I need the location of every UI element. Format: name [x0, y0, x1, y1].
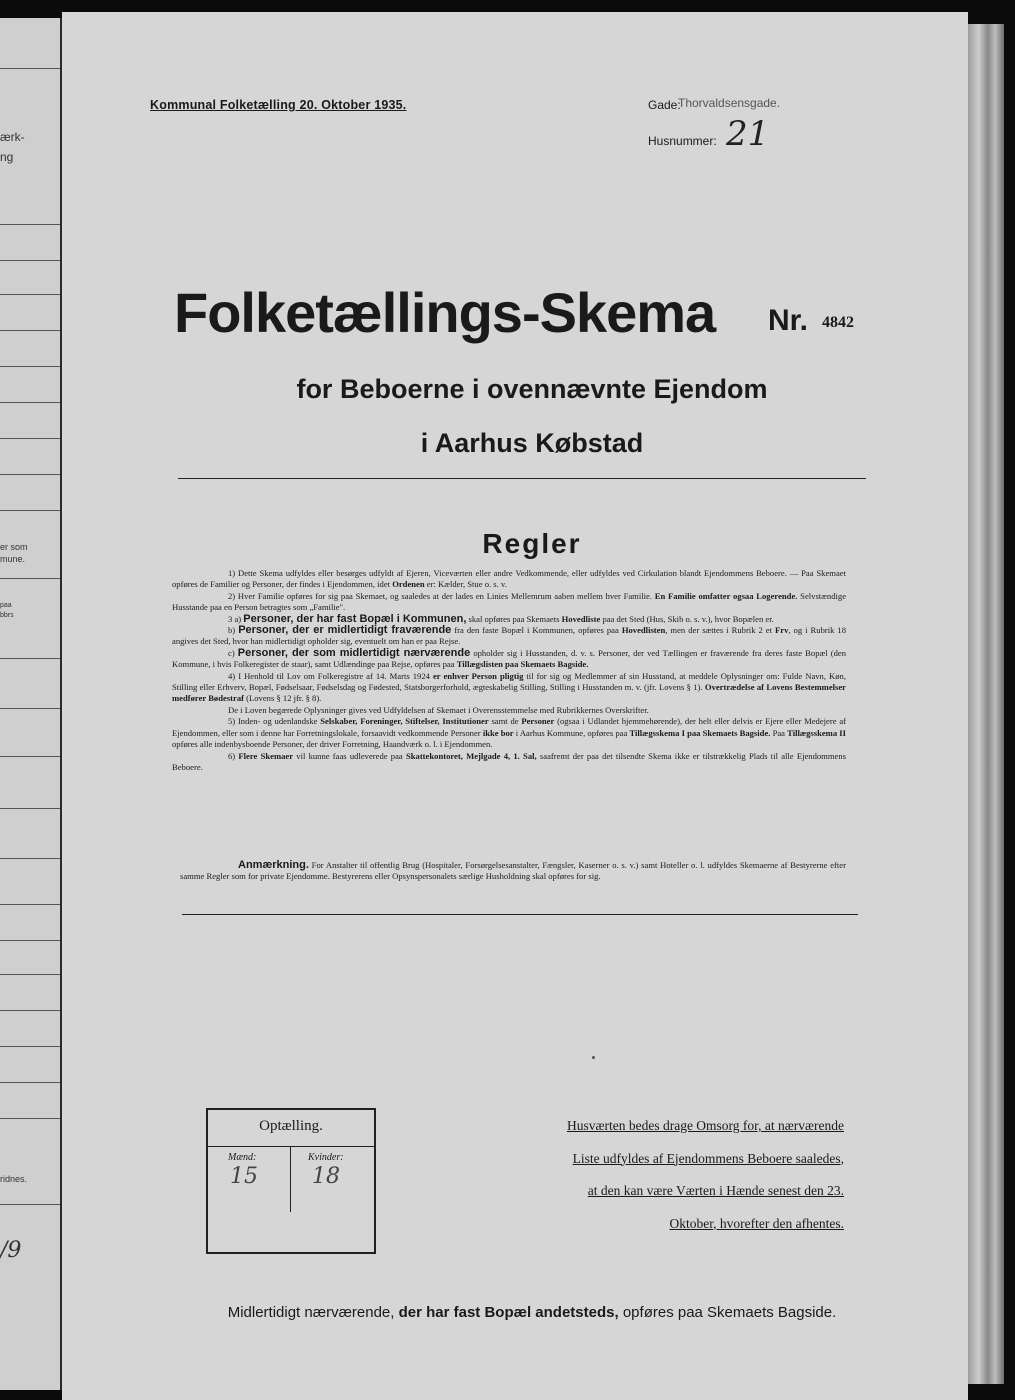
margin-rule: [0, 904, 60, 905]
rule-4-continued: De i Loven begærede Oplysninger gives ved Udfyldelsen af Skemaet i Overensstemmelse med Rubrikkernes Overskrifter.: [228, 704, 649, 715]
margin-rule: [0, 294, 60, 295]
tally-column-divider: [290, 1146, 291, 1212]
footer-note: Midlertidigt nærværende, der har fast Bopæl andetsteds, opføres paa Skemaets Bagside.: [227, 1304, 837, 1321]
rule-3b: b) Personer, der er midlertidigt fraværende fra den faste Bopæl i Kommunen, opføres paa Hovedlisten, men der sættes i Rubrik 2 et Frv, og i Rubrik 18 angives det Sted, hvor han midlertidigt opholder sig, eventuelt om han er paa Rejse.: [172, 624, 847, 647]
form-subtitle-city: i Aarhus Købstad: [420, 428, 644, 458]
margin-fragment: /9: [0, 1238, 22, 1263]
house-number-label: Husnummer:: [648, 134, 717, 148]
margin-rule: [0, 510, 60, 511]
street-label: Gade:: [648, 98, 681, 112]
paper-speck: [592, 1056, 595, 1059]
landlord-notice: [502, 1110, 844, 1240]
rules-text: [172, 568, 846, 773]
previous-page-strip: [0, 18, 62, 1390]
form-subtitle: for Beboerne i ovennævnte Ejendom: [296, 374, 768, 404]
margin-rule: [0, 366, 60, 367]
house-number-value: 21: [726, 114, 770, 154]
rule-2: 2) Hver Familie opføres for sig paa Skemaet, og saaledes at der lades en Linies Mellemrum aaben mellem hver Familie. En Familie omfatter ogsaa Logerende. Selvstændige Husstande paa en Person betragtes som „Familie".: [172, 590, 847, 613]
rule-4: 4) I Henhold til Lov om Folkeregistre af 14. Marts 1924 er enhver Person pligtig til for sig og Medlemmer af sin Husstand, at meddele Oplysninger om: Fulde Navn, Køn, Stilling eller Erhverv, Bopæl, Fødselsaar, Fødselsdag og Fødested, Statsborgerforhold, ægteskabelig Stilling, Stilling i Husstanden m. v. (jfr. Lovens § 1). Overtrædelse af Lovens Bestemmelser medfører Bødestraf (Lovens § 12 jfr. § 8).: [172, 670, 846, 704]
form-number-label: Nr.: [768, 304, 809, 337]
book-edge: [968, 24, 1004, 1384]
street-value: Thorvaldsensgade.: [678, 96, 781, 110]
tally-women-label: Kvinder:: [308, 1152, 344, 1163]
margin-fragment: paa: [0, 602, 12, 609]
margin-rule: [0, 708, 60, 709]
margin-rule: [0, 474, 60, 475]
rule-3a: 3 a) Personer, der har fast Bopæl i Kommunen, skal opføres paa Skemaets Hovedliste paa det Sted (Hus, Skib o. s. v.), hvor Bopælen er.: [228, 612, 774, 625]
margin-rule: [0, 330, 60, 331]
margin-rule: [0, 1010, 60, 1011]
margin-rule: [0, 1118, 60, 1119]
notice-line: Liste udfyldes af Ejendommens Beboere saaledes,: [572, 1150, 844, 1166]
notice-line: at den kan være Værten i Hænde senest den 23.: [587, 1183, 844, 1198]
margin-fragment: er som: [0, 542, 28, 552]
margin-rule: [0, 974, 60, 975]
notice-line: Husværten bedes drage Omsorg for, at nærværende: [566, 1118, 844, 1133]
margin-rule: [0, 808, 60, 809]
divider: [178, 478, 866, 479]
margin-rule: [0, 658, 60, 659]
margin-rule: [0, 224, 60, 225]
rule-5: 5) Inden- og udenlandske Selskaber, Foreninger, Stiftelser, Institutioner samt de Personer (ogsaa i Udlandet hjemmehørende), der helt eller delvis er Ejere eller Medejere af Ejendommen, eller som i denne har Forretningslokale, forsaavidt vedkommende Personer ikke bor i Aarhus Kommune, opføres paa Tillægsskema I paa Skemaets Bagside. Paa Tillægsskema II opføres alle indenbysboende Personer, der driver Forretning, Haandværk o. l. i Ejendommen.: [172, 716, 847, 750]
margin-rule: [0, 260, 60, 261]
tally-women-value: 18: [312, 1164, 340, 1189]
margin-fragment: ridnes.: [0, 1174, 28, 1184]
census-form-page: [62, 12, 968, 1400]
margin-rule: [0, 858, 60, 859]
margin-rule: [0, 940, 60, 941]
margin-rule: [0, 578, 60, 579]
notice-line: Oktober, hvorefter den afhentes.: [669, 1215, 844, 1231]
margin-rule: [0, 756, 60, 757]
divider: [182, 914, 858, 915]
rule-1: 1) Dette Skema udfyldes eller besørges udfyldt af Ejeren, Viceværten eller andre Vedkommende, eller udfyldes ved Cirkulation blandt Ejendommens Beboere. — Paa Skemaet opføres de Familier og Personer, der findes i Ejendommen, idet Ordenen er: Kælder, Stue o. s. v.: [172, 568, 846, 590]
margin-rule: [0, 68, 60, 69]
tally-men-label: Mænd:: [228, 1152, 257, 1163]
note-label: Anmærkning.: [238, 859, 309, 871]
margin-rule: [0, 402, 60, 403]
margin-rule: [0, 438, 60, 439]
margin-rule: [0, 1046, 60, 1047]
tally-divider: [208, 1146, 374, 1147]
note-text: Anmærkning. For Anstalter til offentlig Brug (Hospitaler, Forsørgelsesanstalter, Fængsler, Kaserner o. s. v.) samt Hoteller o. l. udfyldes Skemaerne af Bestyrerne efter samme Regler som for private Ejendomme. Bestyrerens eller Opsynspersonalets særlige Husholdning skal opføres for sig.: [180, 859, 846, 882]
rule-3c: c) Personer, der som midlertidigt nærværende opholder sig i Husstanden, d. v. s. Personer, der ved Tællingen er fraværende fra deres faste Bopæl (den Kommune, i hvis Folkeregister de staar), samt Udlændinge paa Rejse, opføres paa Tillægslisten paa Skemaets Bagside.: [172, 646, 846, 670]
tally-title: Optælling.: [259, 1118, 323, 1134]
margin-rule: [0, 1204, 60, 1205]
form-title: Folketællings-Skema: [174, 281, 716, 344]
margin-fragment: ærk-: [0, 130, 25, 144]
tally-men-value: 15: [230, 1164, 258, 1189]
tally-box: [206, 1108, 376, 1254]
rule-6: 6) Flere Skemaer vil kunne faas udleverede paa Skattekontoret, Mejlgade 4, 1. Sal, saafremt der paa det tilsendte Skema ikke er tilstrækkelig Plads til alle Ejendommens Beboere.: [172, 750, 847, 772]
census-header-label: Kommunal Folketælling 20. Oktober 1935.: [150, 98, 407, 112]
margin-fragment: ng: [0, 150, 14, 164]
rules-heading: Regler: [482, 528, 582, 559]
margin-rule: [0, 1082, 60, 1083]
margin-fragment: bbrs: [0, 612, 14, 619]
form-number-value: 4842: [822, 314, 854, 331]
margin-fragment: mune.: [0, 554, 26, 564]
